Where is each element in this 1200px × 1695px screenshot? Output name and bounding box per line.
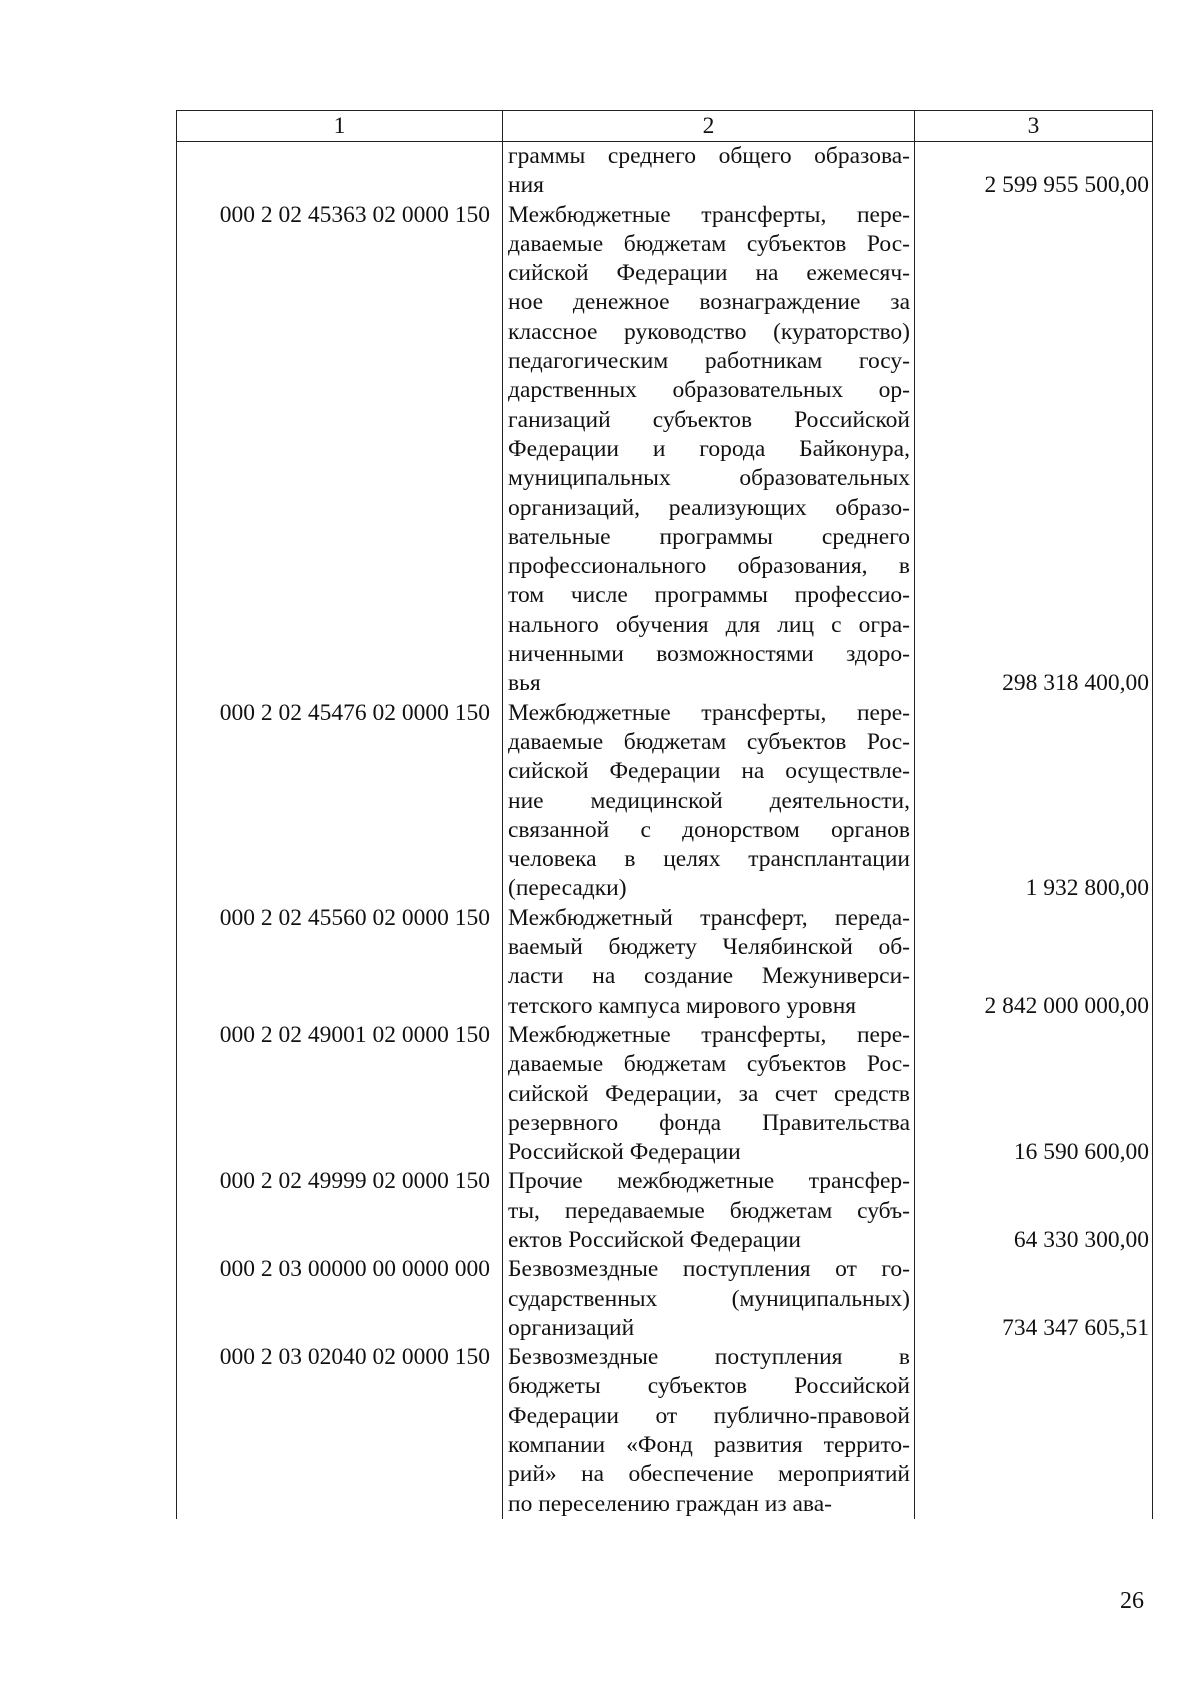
description-line: связанной с донорством органов	[508, 816, 910, 843]
table-body	[177, 142, 1153, 1519]
description-line: ласти на создание Межуниверси-	[508, 963, 910, 990]
income-description	[503, 201, 915, 699]
budget-code: 000 2 02 45363 02 0000 150	[177, 201, 503, 699]
description-line: профессионального образования, в	[508, 553, 910, 580]
description-line: ниченными возможностями здоро-	[508, 641, 910, 668]
description-line: ное денежное вознаграждение за	[508, 289, 910, 316]
description-line: педагогическим работникам госу-	[508, 348, 910, 375]
description-line: человека в целях трансплантации	[508, 846, 910, 873]
description-line: рий» на обеспечение мероприятий	[508, 1461, 910, 1488]
description-line: сийской Федерации, за счет средств	[508, 1080, 910, 1107]
description-line: сийской Федерации на ежемесяч-	[508, 260, 910, 287]
description-line: даваемые бюджетам субъектов Рос-	[508, 728, 910, 755]
amount: 2 599 955 500,00	[915, 142, 1153, 201]
description-line: ты, передаваемые бюджетам субъ-	[508, 1197, 910, 1224]
table-row	[177, 1343, 1153, 1519]
table-row	[177, 1255, 1153, 1343]
budget-code: 000 2 03 00000 00 0000 000	[177, 1255, 503, 1343]
income-description	[503, 699, 915, 904]
description-line: ваемый бюджету Челябинской об-	[508, 934, 910, 961]
table-row	[177, 699, 1153, 904]
description-line: бюджеты субъектов Российской	[508, 1373, 910, 1400]
description-line: муниципальных образовательных	[508, 465, 910, 492]
amount: 734 347 605,51	[915, 1255, 1153, 1343]
description-line: организаций, реализующих образо-	[508, 494, 910, 521]
column-header-2: 2	[503, 111, 915, 142]
description-line: Прочие межбюджетные трансфер-	[508, 1168, 910, 1195]
description-line: дарственных образовательных ор-	[508, 377, 910, 404]
description-line: классное руководство (кураторство)	[508, 318, 910, 345]
description-line: Федерации и города Байконура,	[508, 435, 910, 462]
description-line: тетского кампуса мирового уровня	[508, 992, 857, 1019]
table-row	[177, 1021, 1153, 1167]
income-description	[503, 142, 915, 201]
amount	[915, 1343, 1153, 1519]
table-row	[177, 201, 1153, 699]
description-line: ния	[508, 172, 544, 199]
amount: 2 842 000 000,00	[915, 904, 1153, 1021]
description-line: сударственных (муниципальных)	[508, 1285, 910, 1312]
description-line: Федерации от публично-правовой	[508, 1402, 910, 1429]
description-line: (пересадки)	[508, 875, 627, 902]
description-line: сийской Федерации на осуществле-	[508, 758, 910, 785]
description-line: нального обучения для лиц с огра-	[508, 611, 910, 638]
description-line: резервного фонда Правительства	[508, 1109, 910, 1136]
page-number: 26	[1120, 1588, 1144, 1614]
income-description	[503, 1167, 915, 1255]
description-line: ектов Российской Федерации	[508, 1226, 801, 1253]
description-line: даваемые бюджетам субъектов Рос-	[508, 230, 910, 257]
description-line: вья	[508, 670, 541, 697]
amount: 1 932 800,00	[915, 699, 1153, 904]
description-line: Безвозмездные поступления в	[508, 1344, 910, 1371]
budget-code: 000 2 02 49999 02 0000 150	[177, 1167, 503, 1255]
description-line: организаций	[508, 1314, 635, 1341]
column-header-1: 1	[177, 111, 503, 142]
description-line: компании «Фонд развития террито-	[508, 1432, 910, 1459]
budget-code: 000 2 02 49001 02 0000 150	[177, 1021, 503, 1167]
description-line: ние медицинской деятельности,	[508, 787, 910, 814]
table-row	[177, 904, 1153, 1021]
budget-table	[176, 110, 1153, 1519]
budget-code	[177, 142, 503, 201]
description-line: Межбюджетные трансферты, пере-	[508, 201, 910, 228]
amount: 298 318 400,00	[915, 201, 1153, 699]
header-row	[177, 111, 1153, 142]
description-line: том числе программы профессио-	[508, 582, 910, 609]
column-header-3: 3	[915, 111, 1153, 142]
description-line: Межбюджетный трансферт, переда-	[508, 904, 910, 931]
table-row	[177, 1167, 1153, 1255]
amount: 64 330 300,00	[915, 1167, 1153, 1255]
description-line: по переселению граждан из ава-	[508, 1490, 832, 1517]
description-line: ганизаций субъектов Российской	[508, 406, 910, 433]
budget-code: 000 2 03 02040 02 0000 150	[177, 1343, 503, 1519]
table-row	[177, 142, 1153, 201]
budget-code: 000 2 02 45476 02 0000 150	[177, 699, 503, 904]
income-description	[503, 904, 915, 1021]
income-description	[503, 1021, 915, 1167]
description-line: Безвозмездные поступления от го-	[508, 1256, 910, 1283]
description-line: Межбюджетные трансферты, пере-	[508, 1021, 910, 1048]
description-line: граммы среднего общего образова-	[508, 143, 910, 169]
description-line: вательные программы среднего	[508, 523, 910, 550]
budget-code: 000 2 02 45560 02 0000 150	[177, 904, 503, 1021]
description-line: Российской Федерации	[508, 1139, 741, 1166]
description-line: даваемые бюджетам субъектов Рос-	[508, 1051, 910, 1078]
description-line: Межбюджетные трансферты, пере-	[508, 699, 910, 726]
income-description	[503, 1343, 915, 1519]
amount: 16 590 600,00	[915, 1021, 1153, 1167]
income-description	[503, 1255, 915, 1343]
